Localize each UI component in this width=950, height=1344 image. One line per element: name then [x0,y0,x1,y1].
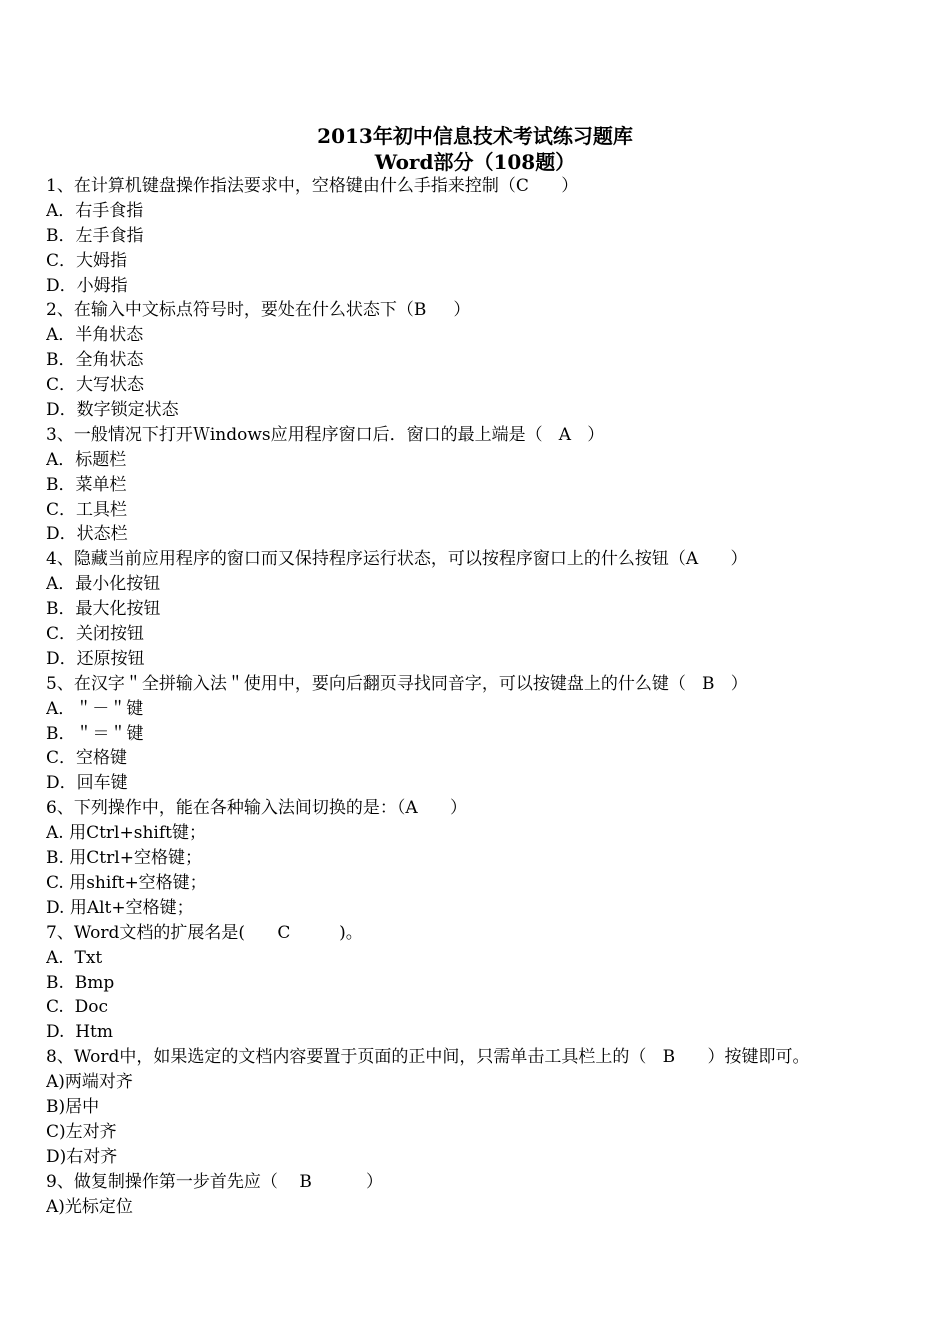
question-9-option-a: A)光标定位 [46,1196,133,1217]
question-2-option-a: A．半角状态 [46,325,144,346]
question-8: 8、Word中，如果选定的文档内容要置于页面的正中间，只需单击工具栏上的（ B ）按键即可。 [46,1047,810,1068]
question-3: 3、一般情况下打开Ｗindows应用程序窗口后．窗口的最上端是（ A ） [46,424,605,445]
question-4-option-a: A．最小化按钮 [46,574,161,595]
question-2-option-c: C．大写状态 [46,375,145,396]
question-1-option-d: D．小姆指 [46,275,128,296]
question-5-option-b: B．＂＝＂键 [46,723,144,744]
question-5-option-c: C．空格键 [46,748,128,769]
question-8-option-c: C)左对齐 [46,1121,117,1142]
question-2-option-d: D．数字锁定状态 [46,400,179,421]
document-title: 2013年初中信息技术考试练习题库 [317,124,633,148]
question-9: 9、做复制操作第一步首先应（ B ） [46,1171,383,1192]
question-5: 5、在汉字＂全拼输入法＂使用中，要向后翻页寻找同音字，可以按键盘上的什么键（ B ） [46,673,748,694]
document-subtitle: Word部分（108题） [374,150,576,174]
question-3-option-a: A．标题栏 [46,449,127,470]
question-2-option-b: B．全角状态 [46,350,144,371]
question-7-option-d: D. Htm [46,1022,114,1043]
question-4-option-c: C．关闭按钮 [46,624,145,645]
question-5-option-a: A．＂－＂键 [46,698,144,719]
question-2: 2、在输入中文标点符号时，要处在什么状态下（B ） [46,300,471,321]
question-6: 6、下列操作中，能在各种输入法间切换的是：（A ） [46,798,468,819]
question-3-option-d: D．状态栏 [46,524,128,545]
question-1-option-a: A．右手食指 [46,200,144,221]
question-list [46,174,926,1219]
question-6-option-b: B. 用Ctrl+空格键； [46,848,202,869]
question-1: 1、在计算机键盘操作指法要求中，空格键由什么手指来控制（C ） [46,176,579,196]
question-7: 7、Word文档的扩展名是( C )。 [46,922,363,943]
question-7-option-b: B. Bmp [46,972,115,993]
question-1-option-b: B．左手食指 [46,225,144,246]
question-3-option-b: B．菜单栏 [46,474,127,495]
question-4-option-b: B．最大化按钮 [46,599,161,620]
question-7-option-c: C. Doc [46,997,108,1018]
question-4: 4、隐藏当前应用程序的窗口而又保持程序运行状态，可以按程序窗口上的什么按钮（A ） [46,549,748,570]
question-6-option-c: C. 用shift+空格键； [46,872,207,893]
question-7-option-a: A. Txt [46,947,103,968]
question-4-option-d: D．还原按钮 [46,648,145,669]
question-8-option-b: B)居中 [46,1096,100,1117]
question-8-option-a: A)两端对齐 [46,1072,133,1093]
question-6-option-d: D. 用Alt+空格键； [46,897,194,918]
question-3-option-c: C．工具栏 [46,499,128,520]
question-6-option-a: A. 用Ctrl+shift键； [46,823,206,844]
question-1-option-c: C．大姆指 [46,250,128,271]
question-8-option-d: D)右对齐 [46,1146,118,1167]
question-5-option-d: D．回车键 [46,773,128,794]
